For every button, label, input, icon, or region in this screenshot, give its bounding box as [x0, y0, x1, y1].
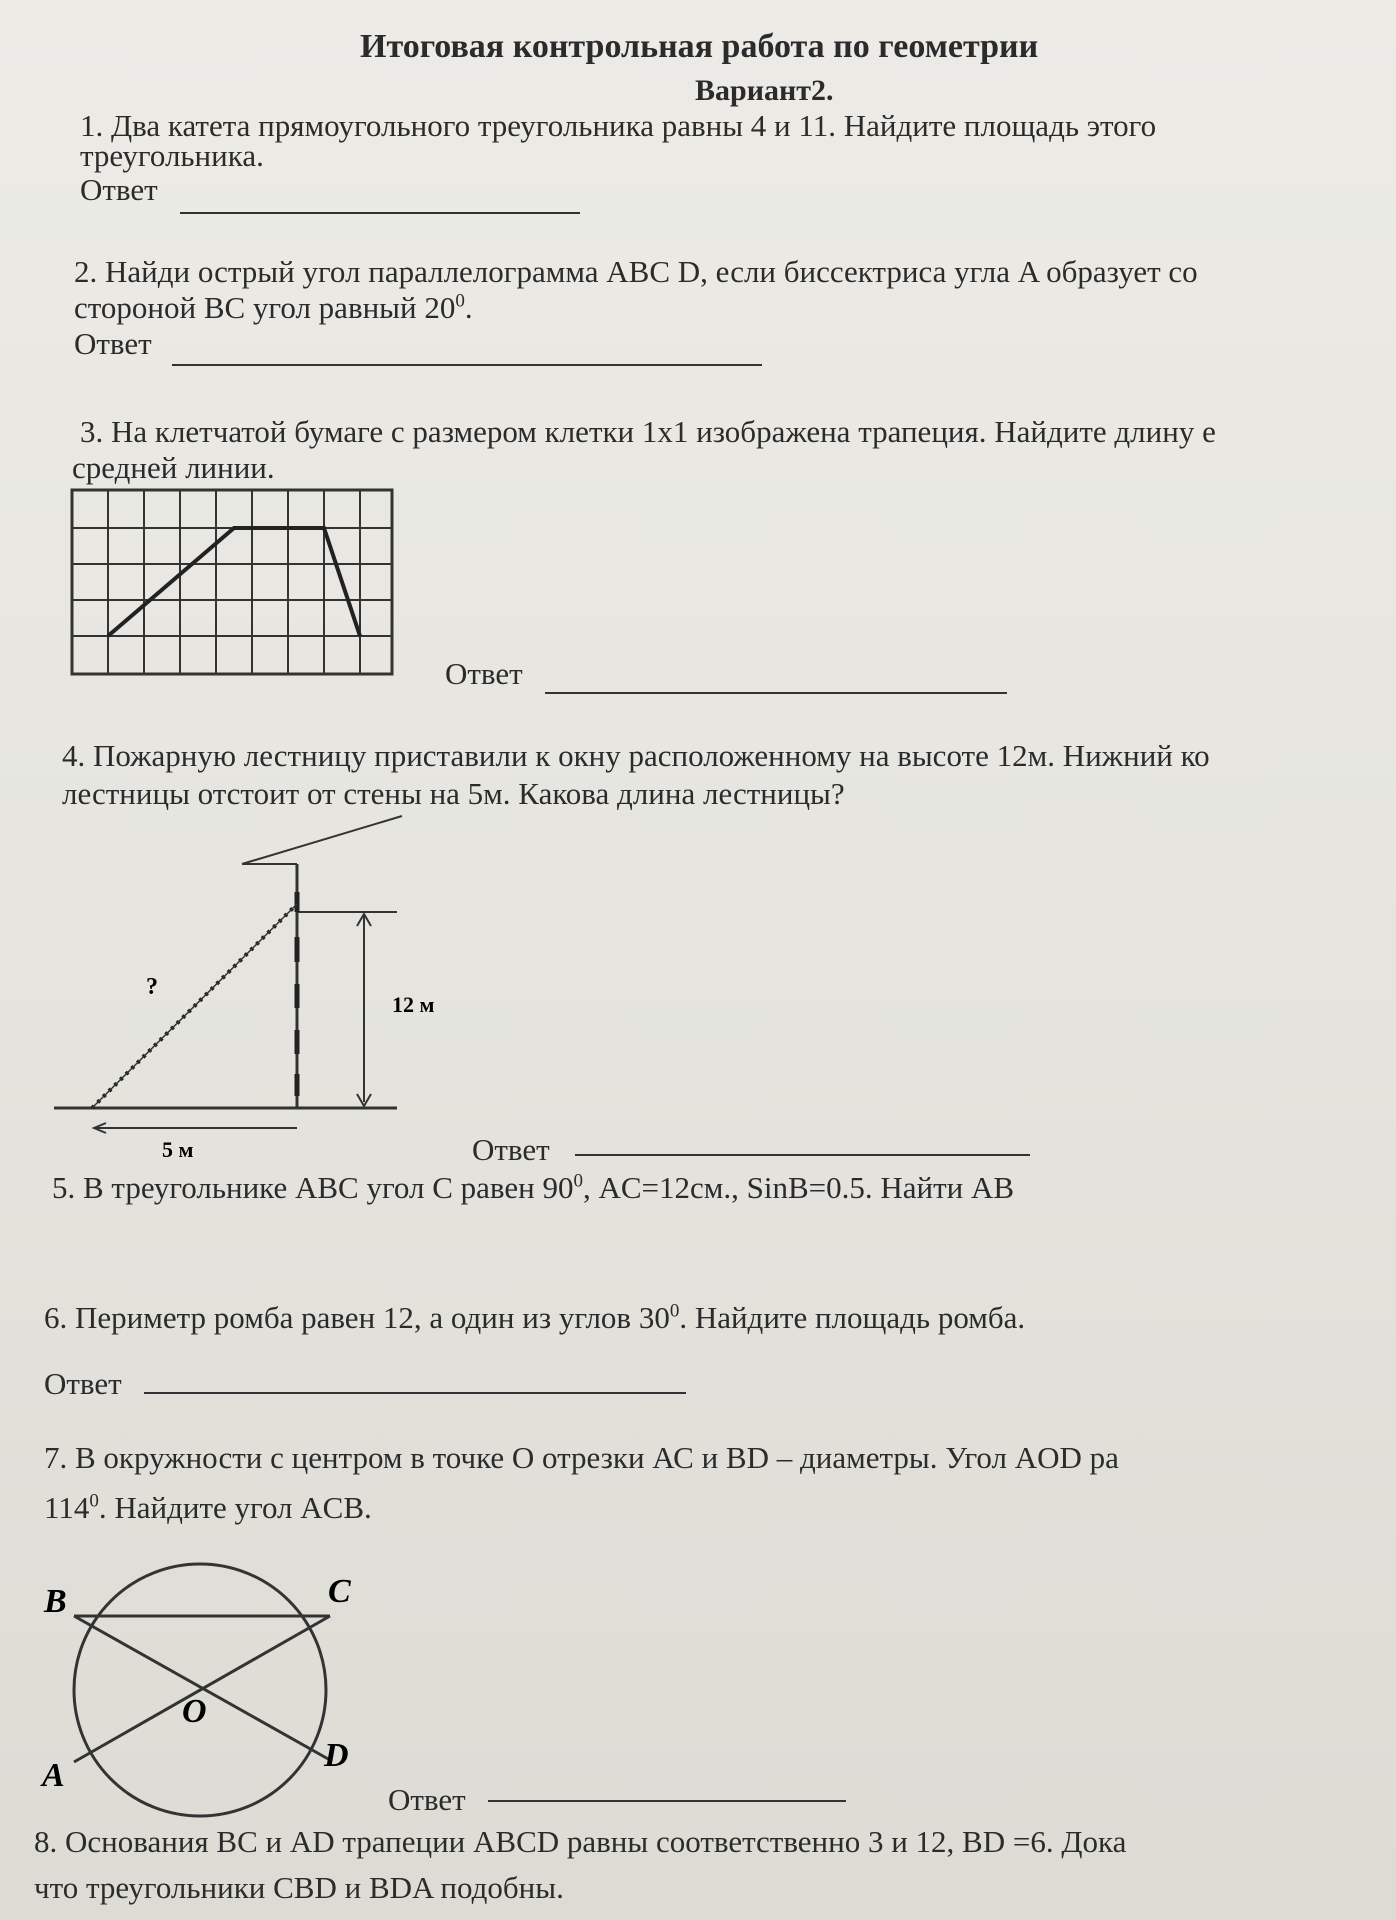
circle-figure	[30, 1530, 360, 1830]
trapezoid	[108, 528, 360, 636]
window-ledge	[242, 816, 402, 864]
question-7-line2	[44, 1490, 372, 1526]
answer-line-6[interactable]	[144, 1392, 686, 1394]
question-6-text: 6. Периметр ромба равен 12, а один из углов 30	[44, 1300, 670, 1335]
ladder-figure	[52, 812, 472, 1172]
degree-sup-7: 0	[89, 1490, 99, 1512]
question-7-angle: 114	[44, 1490, 90, 1525]
answer-line-1[interactable]	[180, 212, 580, 214]
degree-sup-6: 0	[669, 1300, 680, 1322]
answer-line-4[interactable]	[575, 1154, 1030, 1156]
answer-label-4: Ответ	[472, 1132, 550, 1167]
question-4-line2: лестницы отстоит от стены на 5м. Какова длина лестницы?	[62, 776, 845, 811]
point-d-label: D	[324, 1737, 349, 1774]
question-6-end: . Найдите площадь ромба.	[679, 1300, 1026, 1335]
question-1-line1: 1. Два катета прямоугольного треугольника равны 4 и 11. Найдите площадь этого	[80, 108, 1157, 143]
question-2-text: стороной BC угол равный 20	[74, 290, 456, 325]
variant-label: Вариант2.	[695, 74, 834, 107]
point-a-label: A	[42, 1757, 65, 1794]
question-7-line1: 7. В окружности с центром в точке О отрезки АС и BD – диаметры. Угол AOD ра	[44, 1440, 1119, 1475]
answer-label-6: Ответ	[44, 1366, 122, 1401]
question-5	[52, 1170, 1014, 1206]
answer-label-3: Ответ	[445, 656, 523, 691]
point-b-label: B	[44, 1583, 67, 1620]
question-1-line2: треугольника.	[80, 138, 264, 173]
degree-sup-2: 0	[455, 290, 465, 312]
point-c-label: C	[328, 1573, 351, 1610]
ladder-unknown: ?	[146, 974, 158, 1000]
answer-line-2[interactable]	[172, 364, 762, 366]
point-o-label: O	[182, 1693, 207, 1730]
question-5-end: , AC=12см., SinB=0.5. Найти AB	[582, 1170, 1015, 1205]
answer-line-7[interactable]	[488, 1800, 846, 1802]
question-6	[44, 1300, 1025, 1336]
page-title: Итоговая контрольная работа по геометрии	[360, 28, 1039, 65]
degree-sup-5: 0	[573, 1170, 583, 1192]
base-label: 5 м	[162, 1137, 194, 1162]
question-4-line1: 4. Пожарную лестницу приставили к окну расположенному на высоте 12м. Нижний ко	[62, 738, 1210, 773]
question-3-line2: средней линии.	[72, 450, 275, 485]
answer-line-3[interactable]	[545, 692, 1007, 694]
question-8-line2: что треугольники CBD и BDA подобны.	[34, 1870, 564, 1905]
answer-label-1: Ответ	[80, 172, 158, 207]
question-2-end: .	[464, 290, 473, 325]
question-7-end: . Найдите угол ACB.	[98, 1490, 372, 1525]
question-2-line1: 2. Найди острый угол параллелограмма ABC D, если биссектриса угла A образует со	[74, 254, 1198, 289]
height-label: 12 м	[392, 992, 435, 1017]
question-8-line1: 8. Основания BC и AD трапеции ABCD равны соответственно 3 и 12, BD =6. Дока	[34, 1824, 1127, 1859]
question-3-line1: 3. На клетчатой бумаге с размером клетки 1x1 изображена трапеция. Найдите длину е	[80, 414, 1216, 449]
answer-label-7: Ответ	[388, 1782, 466, 1817]
question-5-text: 5. В треугольнике ABC угол С равен 90	[52, 1170, 574, 1205]
question-2-line2	[74, 290, 473, 326]
grid-trapezoid-figure	[70, 488, 395, 678]
answer-label-2: Ответ	[74, 326, 152, 361]
